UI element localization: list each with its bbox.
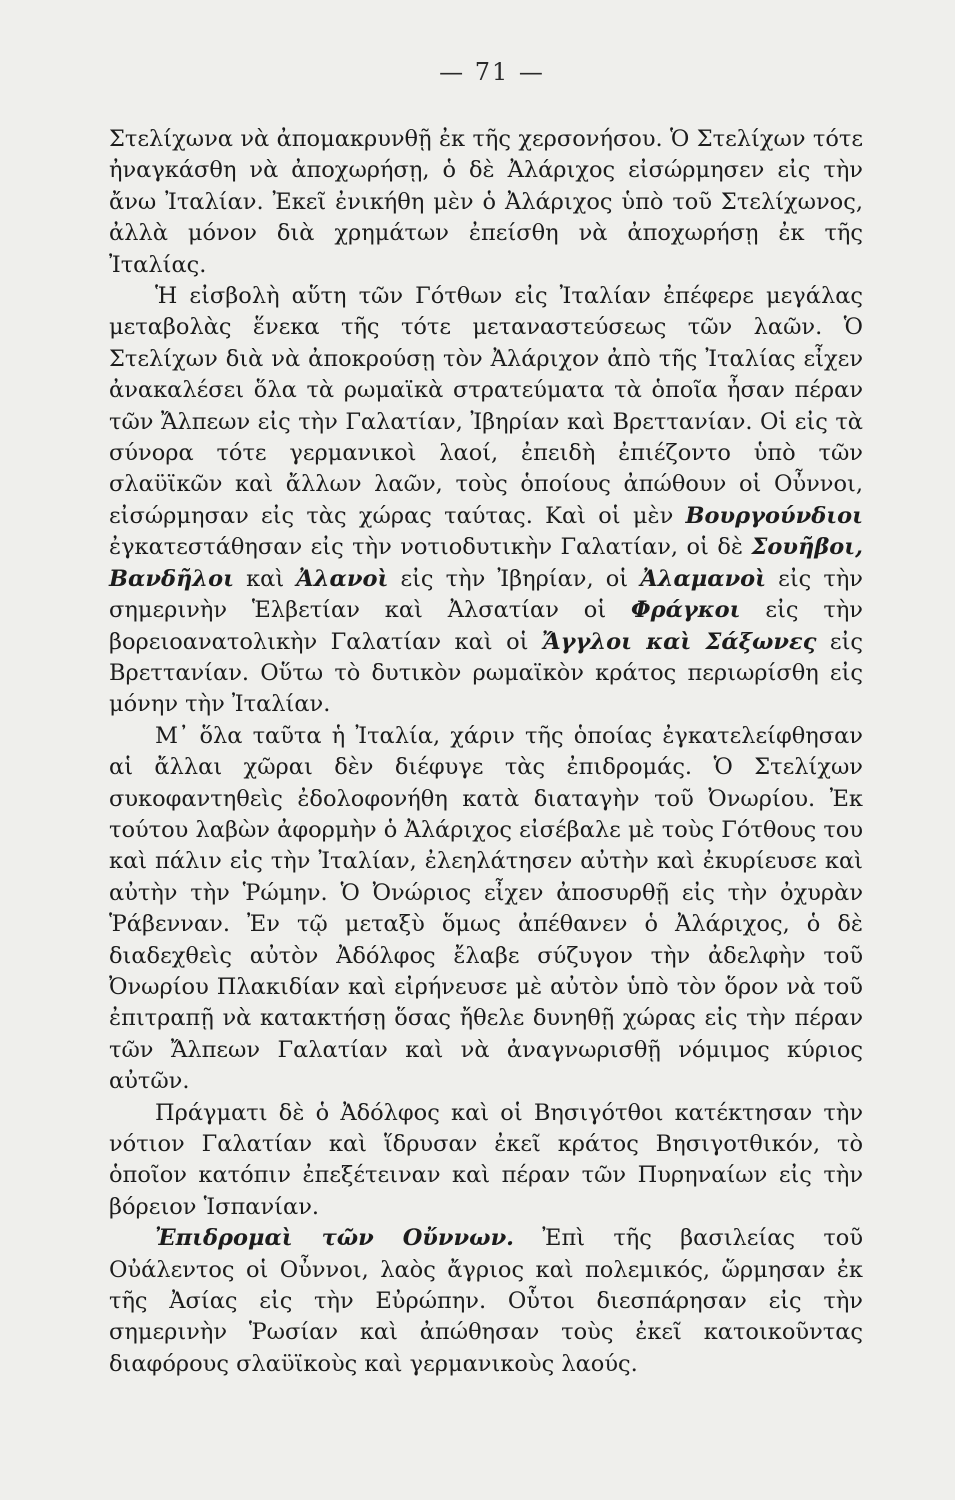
text-run: Πράγματι δὲ ὁ Ἀδόλφος καὶ οἱ Βησιγότθοι κατέκτησαν τὴν νότιον Γαλατίαν καὶ ἵδρυσαν ἐκεῖ κράτος Βησιγοτθικόν, τὸ ὁποῖον κατόπιν ἐπεξέτειναν καὶ πέραν τῶν Πυρηναίων εἰς τὴν βόρειον Ἱσπανίαν. <box>109 1099 863 1220</box>
page-number: — 71 — <box>439 58 545 86</box>
paragraph <box>109 721 863 1098</box>
text-run: εἰς Βρεττανίαν. Οὕτω τὸ δυτικὸν ρωμαϊκὸν κράτος περιωρίσθη εἰς μόνην τὴν Ἰταλίαν. <box>109 628 863 718</box>
text-run: Ἡ εἰσβολὴ αὕτη τῶν Γότθων εἰς Ἰταλίαν ἐπέφερε μεγάλας μεταβολὰς ἕνεκα τῆς τότε μεταναστεύσεως τῶν λαῶν. Ὁ Στελίχων διὰ νὰ ἀποκρούσῃ τὸν Ἀλάριχον ἀπὸ τῆς Ἰταλίας εἶχεν ἀνακαλέσει ὅλα τὰ ρωμαϊκὰ στρατεύματα τὰ ὁποῖα ἦσαν πέραν τῶν Ἄλπεων εἰς τὴν Γαλατίαν, Ἰβηρίαν καὶ Βρεττανίαν. Οἱ εἰς τὰ σύνορα τότε γερμανικοὶ λαοί, ἐπειδὴ ἐπιέζοντο ὑπὸ τῶν σλαϋϊκῶν καὶ ἄλλων λαῶν, τοὺς ὁποίους ἀπώθουν οἱ Οὖννοι, εἰσώρμησαν εἰς τὰς χώρας ταύτας. Καὶ οἱ μὲν <box>109 283 863 529</box>
body-text <box>109 124 863 1380</box>
bold-term: Ἄγγλοι καὶ Σάξωνες <box>541 628 817 655</box>
text-run: Στελίχωνα νὰ ἀπομακρυνθῇ ἐκ τῆς χερσονήσου. Ὁ Στελίχων τότε ἠναγκάσθη νὰ ἀποχωρήσῃ, ὁ δὲ Ἀλάριχος εἰσώρμησεν εἰς τὴν ἄνω Ἰταλίαν. Ἐκεῖ ἐνικήθη μὲν ὁ Ἀλάριχος ὑπὸ τοῦ Στελίχωνος, ἀλλὰ μόνον διὰ χρημάτων ἐπείσθη νὰ ἀποχωρήσῃ ἐκ τῆς Ἰταλίας. <box>109 126 863 278</box>
text-run: Μ᾽ ὅλα ταῦτα ἡ Ἰταλία, χάριν τῆς ὁποίας ἐγκατελείφθησαν αἱ ἄλλαι χῶραι δὲν διέφυγε τὰς ἐπιδρομάς. Ὁ Στελίχων συκοφαντηθεὶς ἐδολοφονήθη κατὰ διαταγὴν τοῦ Ὀνωρίου. Ἐκ τούτου λαβὼν ἀφορμὴν ὁ Ἀλάριχος εἰσέβαλε μὲ τοὺς Γότθους του καὶ πάλιν εἰς τὴν Ἰταλίαν, ἐλεηλάτησεν αὐτὴν καὶ ἐκυρίευσε καὶ αὐτὴν τὴν Ῥώμην. Ὁ Ὀνώριος εἶχεν ἀποσυρθῇ εἰς τὴν ὀχυρὰν Ῥάβενναν. Ἐν τῷ μεταξὺ ὅμως ἀπέθανεν ὁ Ἀλάριχος, ὁ δὲ διαδεχθεὶς αὐτὸν Ἀδόλφος ἔλαβε σύζυγον τὴν ἀδελφὴν τοῦ Ὀνωρίου Πλακιδίαν καὶ εἰρήνευσε μὲ αὐτὸν ὑπὸ τὸν ὅρον νὰ τοῦ ἐπιτραπῇ νὰ κατακτήσῃ ὅσας ἤθελε δυνηθῇ χώρας εἰς τὴν πέραν τῶν Ἄλπεων Γαλατίαν καὶ νὰ ἀναγνωρισθῇ νόμιμος κύριος αὐτῶν. <box>109 722 864 1095</box>
text-run: εἰς τὴν σημερινὴν Ἑλβετίαν καὶ Ἀλσατίαν οἱ <box>109 565 863 624</box>
bold-term: Ἐπιδρομαὶ τῶν Οὔννων. <box>155 1225 515 1252</box>
text-run: ἐγκατεστάθησαν εἰς τὴν νοτιοδυτικὴν Γαλατίαν, οἱ δὲ <box>109 534 752 561</box>
text-run: Ἐπὶ τῆς βασιλείας τοῦ Οὐάλεντος οἱ Οὖννοι, λαὸς ἄγριος καὶ πολεμικός, ὥρμησαν ἐκ τῆς Ἀσίας εἰς τὴν Εὐρώπην. Οὗτοι διεσπάρησαν εἰς τὴν σημερινὴν Ῥωσίαν καὶ ἀπώθησαν τοὺς ἐκεῖ κατοικοῦντας διαφόρους σλαϋϊκοὺς καὶ γερμανικοὺς λαούς. <box>109 1225 863 1377</box>
bold-term: Ἀλαμανοὶ <box>640 565 767 592</box>
text-run: εἰς τὴν βορειοανατολικὴν Γαλατίαν καὶ οἱ <box>109 597 863 655</box>
paragraph <box>109 1098 863 1224</box>
bold-term: Βουργούνδιοι <box>685 502 863 529</box>
bold-term: Φράγκοι <box>631 597 741 624</box>
paragraph <box>109 1223 863 1380</box>
paragraph <box>109 124 863 281</box>
text-run: εἰς τὴν Ἰβηρίαν, οἱ <box>388 565 641 592</box>
bold-term: Ἀλανοὶ <box>296 565 389 592</box>
text-run: καὶ <box>233 565 297 592</box>
paragraph <box>109 281 863 721</box>
bold-term: Σουῆβοι, Βανδῆλοι <box>109 534 863 592</box>
